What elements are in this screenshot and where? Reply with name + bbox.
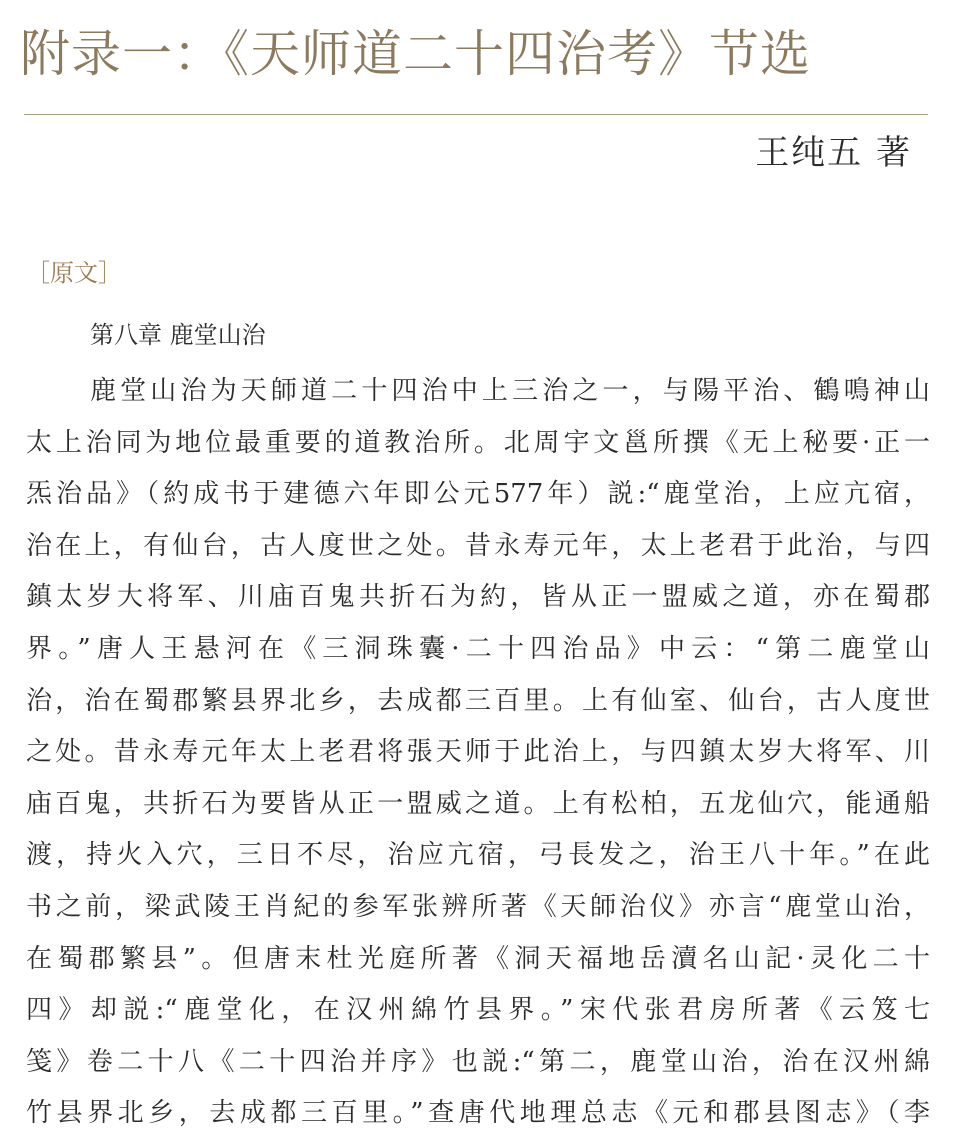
body-line: 之处。昔永寿元年太上老君将張天师于此治上，与四鎮太岁大将军、川 <box>26 737 930 768</box>
body-line: 炁治品》（約成书于建德六年即公元577年）説:“鹿堂治，上应亢宿， <box>26 479 930 510</box>
body-line: 渡，持火入穴，三日不尽，治应亢宿，弓長发之，治王八十年。”在此 <box>26 840 930 871</box>
title-divider <box>24 114 928 115</box>
body-line: 四》却説:“鹿堂化，在汉州綿竹县界。”宋代张君房所著《云笈七 <box>26 995 930 1026</box>
body-text <box>26 366 930 1140</box>
body-line: 治在上，有仙台，古人度世之处。昔永寿元年，太上老君于此治，与四 <box>26 530 930 561</box>
body-line: 太上治同为地位最重要的道教治所。北周宇文邕所撰《无上秘要·正一 <box>26 427 930 458</box>
author-line: 王纯五 著 <box>755 133 912 173</box>
body-line: 竹县界北乡，去成都三百里。”查唐代地理总志《元和郡县图志》（李 <box>26 1098 930 1129</box>
body-line: 庙百鬼，共折石为要皆从正一盟威之道。上有松柏，五龙仙穴，能通船 <box>26 788 930 819</box>
body-line: 界。”唐人王悬河在《三洞珠囊·二十四治品》中云：“第二鹿堂山 <box>26 633 930 664</box>
body-line: 鹿堂山治为天師道二十四治中上三治之一，与陽平治、鶴鳴神山 <box>90 376 930 406</box>
section-label: ［原文］ <box>26 259 122 287</box>
body-line: 治，治在蜀郡繁县界北乡，去成都三百里。上有仙室、仙台，古人度世 <box>26 685 930 716</box>
chapter-heading: 第八章 鹿堂山治 <box>90 321 266 349</box>
body-line: 鎮太岁大将军、川庙百鬼共折石为約，皆从正一盟威之道，亦在蜀郡 <box>26 582 930 613</box>
body-line: 在蜀郡繁县”。但唐末杜光庭所著《洞天福地岳瀆名山記·灵化二十 <box>26 943 930 974</box>
page-title: 附录一：《天师道二十四治考》节选 <box>20 25 811 83</box>
body-line: 书之前，梁武陵王肖紀的参军张辨所著《天師治仪》亦言“鹿堂山治， <box>26 891 930 922</box>
body-line: 笺》卷二十八《二十四治并序》也説:“第二，鹿堂山治，治在汉州綿 <box>26 1046 930 1077</box>
